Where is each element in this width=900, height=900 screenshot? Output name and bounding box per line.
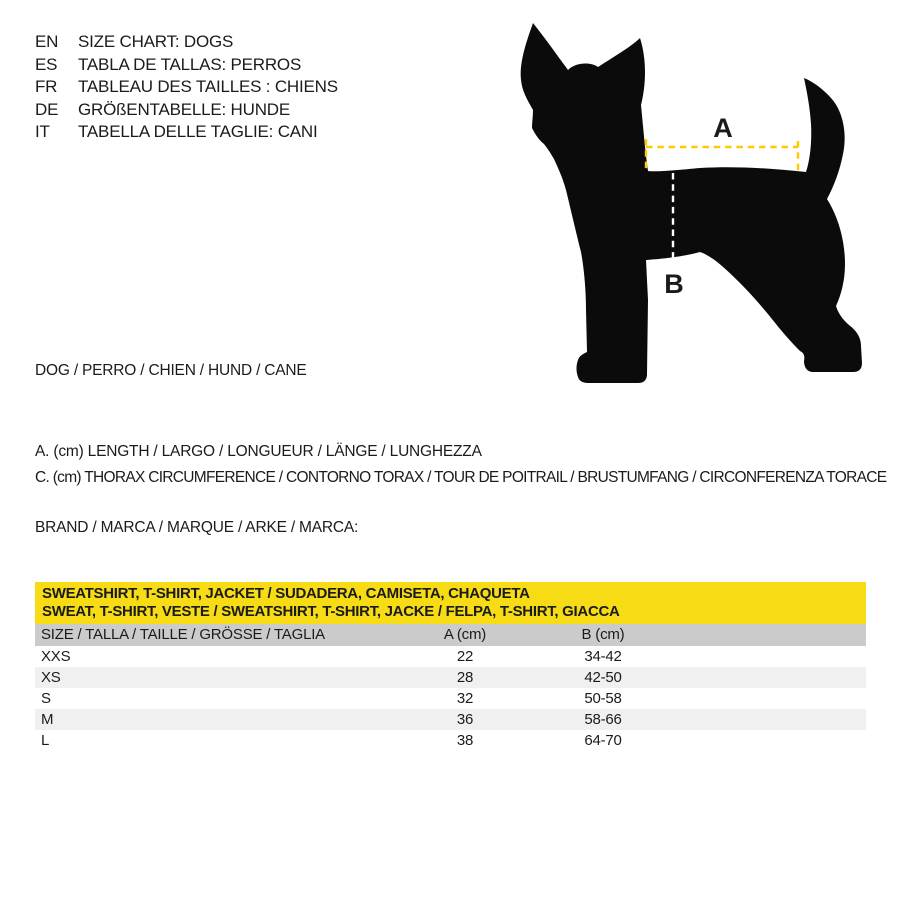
title-text: TABELLA DELLE TAGLIE: CANI [78,122,318,141]
legend-thorax: C. (cm) THORAX CIRCUMFERENCE / CONTORNO TORAX / TOUR DE POITRAIL / BRUSTUMFANG / CIRCONFERENZA TORACE [35,469,887,486]
title-row-it [35,121,338,144]
dog-silhouette-svg [500,0,900,400]
language-code: FR [35,77,58,96]
title-row-en [35,31,338,54]
girth-cell: 58-66 [584,711,622,728]
girth-cell: 34-42 [584,648,622,665]
table-row [35,688,866,709]
size-cell: S [41,690,51,707]
dog-silhouette [521,23,862,383]
length-cell: 22 [456,648,474,665]
dog-measurement-figure [500,0,900,400]
size-cell: L [41,732,50,749]
girth-cell: 42-50 [584,669,622,686]
title-row-es [35,54,338,77]
table-header-row [35,624,866,646]
language-title-block [35,31,338,144]
title-row-de [35,99,338,122]
length-cell: 32 [456,690,474,707]
column-header-a: A (cm) [443,626,487,643]
title-text: TABLEAU DES TAILLES : CHIENS [78,77,338,96]
length-cell: 28 [456,669,474,686]
language-code: EN [35,32,59,51]
column-header-b: B (cm) [581,626,625,643]
column-header-size: SIZE / TALLA / TAILLE / GRÖSSE / TAGLIA [41,626,325,643]
legend-length: A. (cm) LENGTH / LARGO / LONGUEUR / LÄNGE / LUNGHEZZA [35,443,482,460]
category-band-line1: SWEATSHIRT, T-SHIRT, JACKET / SUDADERA, CAMISETA, CHAQUETA [42,585,530,602]
table-row [35,709,866,730]
category-band-line2: SWEAT, T-SHIRT, VESTE / SWEATSHIRT, T-SHIRT, JACKE / FELPA, T-SHIRT, GIACCA [42,603,620,620]
length-cell: 38 [456,732,474,749]
size-cell: XXS [41,648,71,665]
table-row [35,646,866,667]
size-cell: M [41,711,54,728]
table-body [35,646,866,751]
language-code: DE [35,99,59,119]
language-code: ES [35,54,58,74]
title-text: GRÖßENTABELLE: HUNDE [78,99,291,119]
measure-label-b: B [664,269,684,299]
title-text: SIZE CHART: DOGS [78,32,234,51]
language-code: IT [35,122,50,141]
girth-cell: 64-70 [584,732,622,749]
title-text: TABLA DE TALLAS: PERROS [78,54,302,74]
size-cell: XS [41,669,61,686]
brand-line: BRAND / MARCA / MARQUE / ARKE / MARCA: [35,519,359,536]
size-table [35,582,866,751]
garment-category-band [35,582,866,624]
measure-label-a: A [713,113,733,143]
girth-cell: 50-58 [584,690,622,707]
length-cell: 36 [456,711,474,728]
table-row [35,730,866,751]
table-row [35,667,866,688]
animal-caption: DOG / PERRO / CHIEN / HUND / CANE [35,362,307,379]
title-row-fr [35,76,338,99]
